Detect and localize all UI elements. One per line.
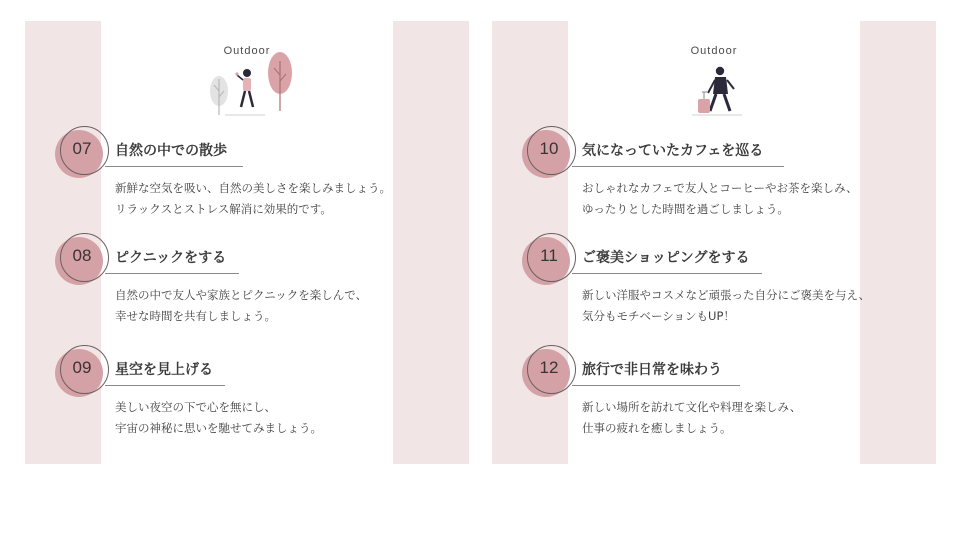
list-item (55, 345, 469, 435)
item-description (115, 285, 367, 327)
description-line: ゆったりとした時間を過ごしましょう。 (582, 202, 789, 216)
item-description (115, 178, 391, 220)
list-item (522, 126, 936, 216)
list-item (522, 345, 936, 435)
title-underline (572, 273, 762, 274)
title-underline (105, 166, 243, 167)
title-underline (572, 166, 784, 167)
number-badge (55, 345, 109, 399)
description-line: 宇宙の神秘に思いを馳せてみましょう。 (115, 421, 322, 435)
item-title: 自然の中での散歩 (115, 143, 227, 159)
number-badge (55, 126, 109, 180)
description-line: 新鮮な空気を吸い、自然の美しさを楽しみましょう。 (115, 181, 391, 195)
list-item (55, 126, 469, 216)
description-line: 気分もモチベーションもUP！ (582, 309, 735, 323)
description-line: おしゃれなカフェで友人とコーヒーやお茶を楽しみ、 (582, 181, 858, 195)
item-description (582, 178, 858, 220)
description-line: 仕事の疲れを癒しましょう。 (582, 421, 732, 435)
number-badge (522, 345, 576, 399)
number-badge (522, 233, 576, 287)
description-line: 美しい夜空の下で心を無にし、 (115, 400, 276, 414)
description-line: 幸せな時間を共有しましょう。 (115, 309, 276, 323)
panel-right (492, 21, 936, 464)
panel-left (25, 21, 469, 464)
description-line: リラックスとストレス解消に効果的です。 (115, 202, 332, 216)
item-number: 09 (72, 358, 92, 377)
list-item (55, 233, 469, 323)
number-badge (55, 233, 109, 287)
description-line: 自然の中で友人や家族とピクニックを楽しんで、 (115, 288, 368, 302)
item-number: 08 (72, 246, 92, 265)
item-title: 旅行で非日常を味わう (582, 362, 722, 378)
item-description (582, 397, 801, 439)
panel-header: Outdoor (223, 45, 271, 57)
title-underline (105, 273, 239, 274)
panel-header: Outdoor (690, 45, 738, 57)
item-number: 11 (540, 246, 558, 265)
woman-walking-trees-illustration (205, 49, 295, 119)
description-line: 新しい洋服やコスメなど頑張った自分にご褒美を与え、 (582, 288, 871, 302)
item-title: 気になっていたカフェを巡る (582, 143, 764, 159)
item-title: 星空を見上げる (115, 362, 213, 378)
number-badge (522, 126, 576, 180)
title-underline (572, 385, 740, 386)
item-description (582, 285, 870, 327)
list-item (522, 233, 936, 323)
title-underline (105, 385, 225, 386)
traveler-suitcase-illustration (672, 49, 762, 119)
item-number: 12 (539, 358, 559, 377)
item-number: 10 (539, 139, 559, 158)
item-title: ご褒美ショッピングをする (582, 250, 750, 266)
description-line: 新しい場所を訪れて文化や料理を楽しみ、 (582, 400, 802, 414)
item-number: 07 (72, 139, 92, 158)
item-title: ピクニックをする (115, 250, 227, 266)
item-description (115, 397, 322, 439)
